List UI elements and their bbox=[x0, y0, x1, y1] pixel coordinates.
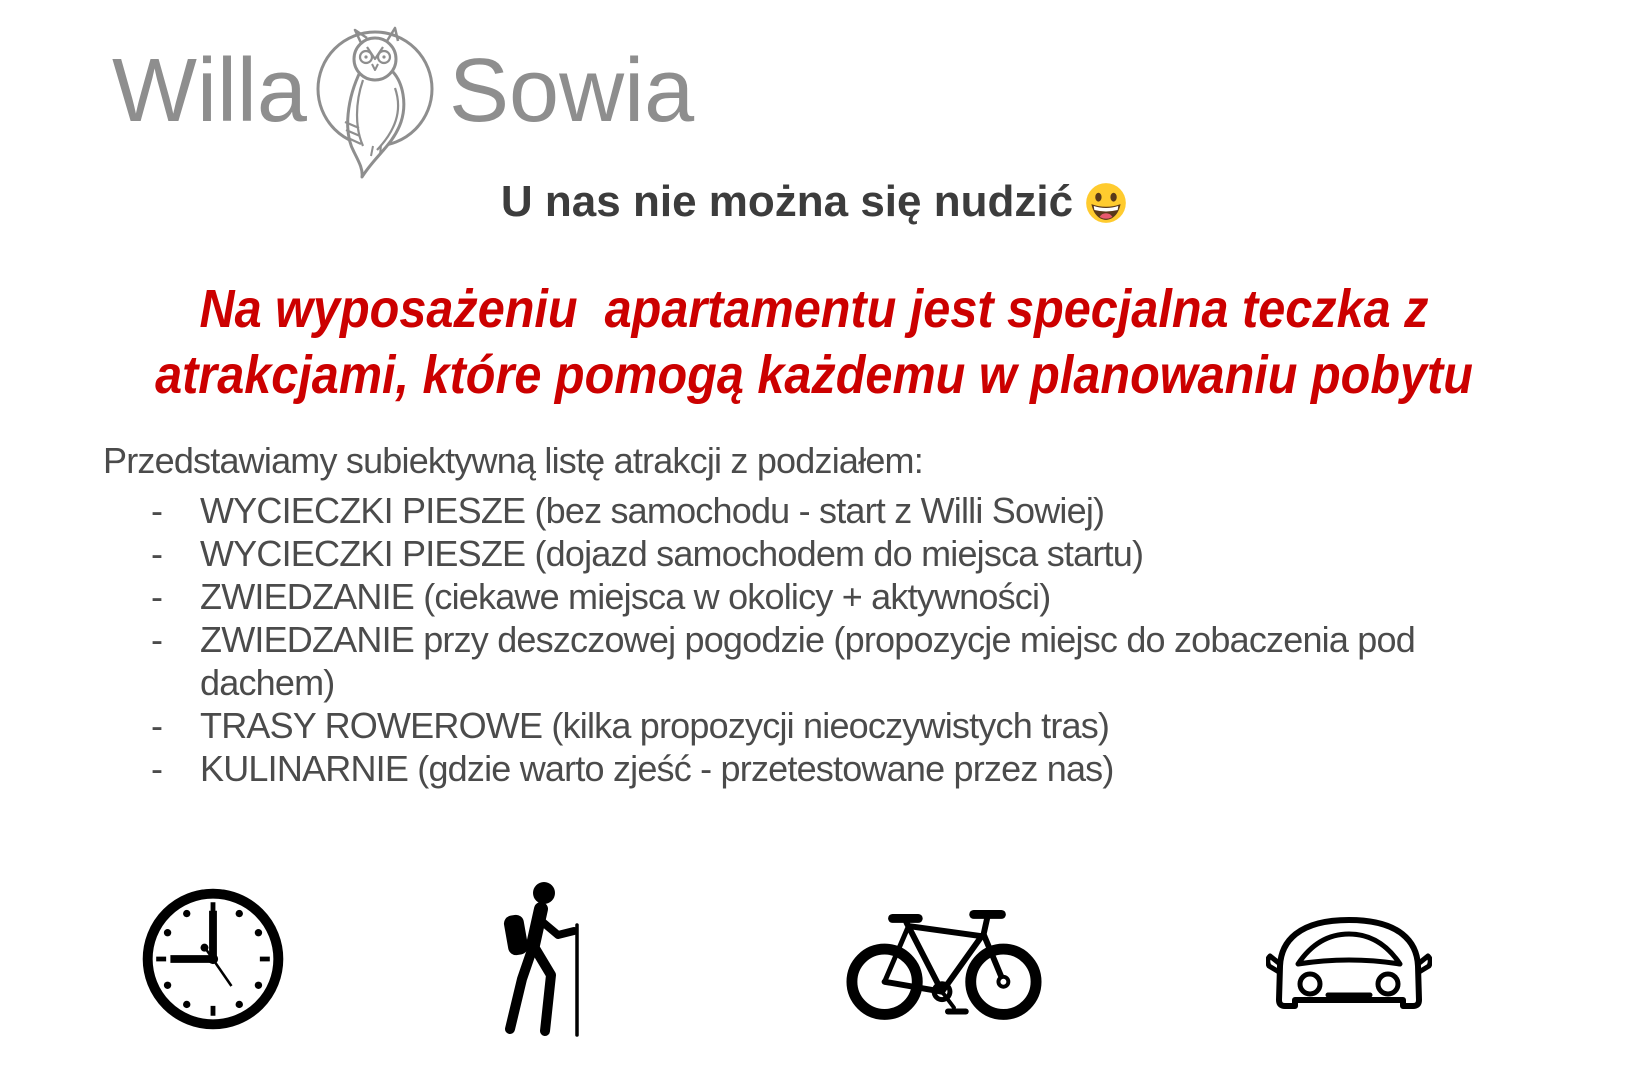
highlight-line: Na wyposażeniu apartamentu jest specjalna teczka z bbox=[199, 279, 1429, 339]
list-intro: Przedstawiamy subiektywną listę atrakcji z podziałem: bbox=[103, 440, 923, 481]
grinning-emoji-icon bbox=[1085, 182, 1127, 224]
attraction-list bbox=[103, 489, 1415, 790]
list-item bbox=[103, 747, 1415, 790]
highlight-banner bbox=[81, 276, 1546, 408]
highlight-line: atrakcjami, które pomogą każdemu w planowaniu pobytu bbox=[155, 345, 1473, 405]
list-item-text: dachem) bbox=[200, 662, 335, 703]
car-icon bbox=[1266, 900, 1432, 1016]
list-item bbox=[103, 575, 1415, 618]
logo-text-willa: Willa bbox=[112, 41, 307, 141]
dash-marker: - bbox=[151, 533, 163, 574]
list-item bbox=[103, 618, 1415, 704]
clock-icon bbox=[142, 888, 284, 1030]
list-item-text: KULINARNIE (gdzie warto zjeść - przetestowane przez nas) bbox=[200, 748, 1114, 789]
list-item bbox=[103, 704, 1415, 747]
dash-marker: - bbox=[151, 705, 163, 746]
page-heading bbox=[0, 176, 1628, 228]
owl-logo-icon bbox=[313, 26, 437, 178]
list-item-text: TRASY ROWEROWE (kilka propozycji nieoczywistych tras) bbox=[200, 705, 1110, 746]
heading-text: U nas nie można się nudzić bbox=[500, 177, 1074, 226]
list-item bbox=[103, 532, 1415, 575]
list-item-text: ZWIEDZANIE przy deszczowej pogodzie (propozycje miejsc do zobaczenia pod bbox=[200, 619, 1415, 660]
dash-marker: - bbox=[151, 748, 163, 789]
list-item-text: WYCIECZKI PIESZE (dojazd samochodem do miejsca startu) bbox=[200, 533, 1144, 574]
hiker-icon bbox=[492, 878, 592, 1040]
bicycle-icon bbox=[845, 896, 1043, 1024]
logo-text-sowia: Sowia bbox=[449, 41, 695, 141]
dash-marker: - bbox=[151, 576, 163, 617]
logo bbox=[112, 20, 694, 178]
dash-marker: - bbox=[151, 490, 163, 531]
list-item bbox=[103, 489, 1415, 532]
list-item-text: WYCIECZKI PIESZE (bez samochodu - start z Willi Sowiej) bbox=[200, 490, 1105, 531]
list-item-text: ZWIEDZANIE (ciekawe miejsca w okolicy + aktywności) bbox=[200, 576, 1051, 617]
dash-marker: - bbox=[151, 619, 163, 660]
